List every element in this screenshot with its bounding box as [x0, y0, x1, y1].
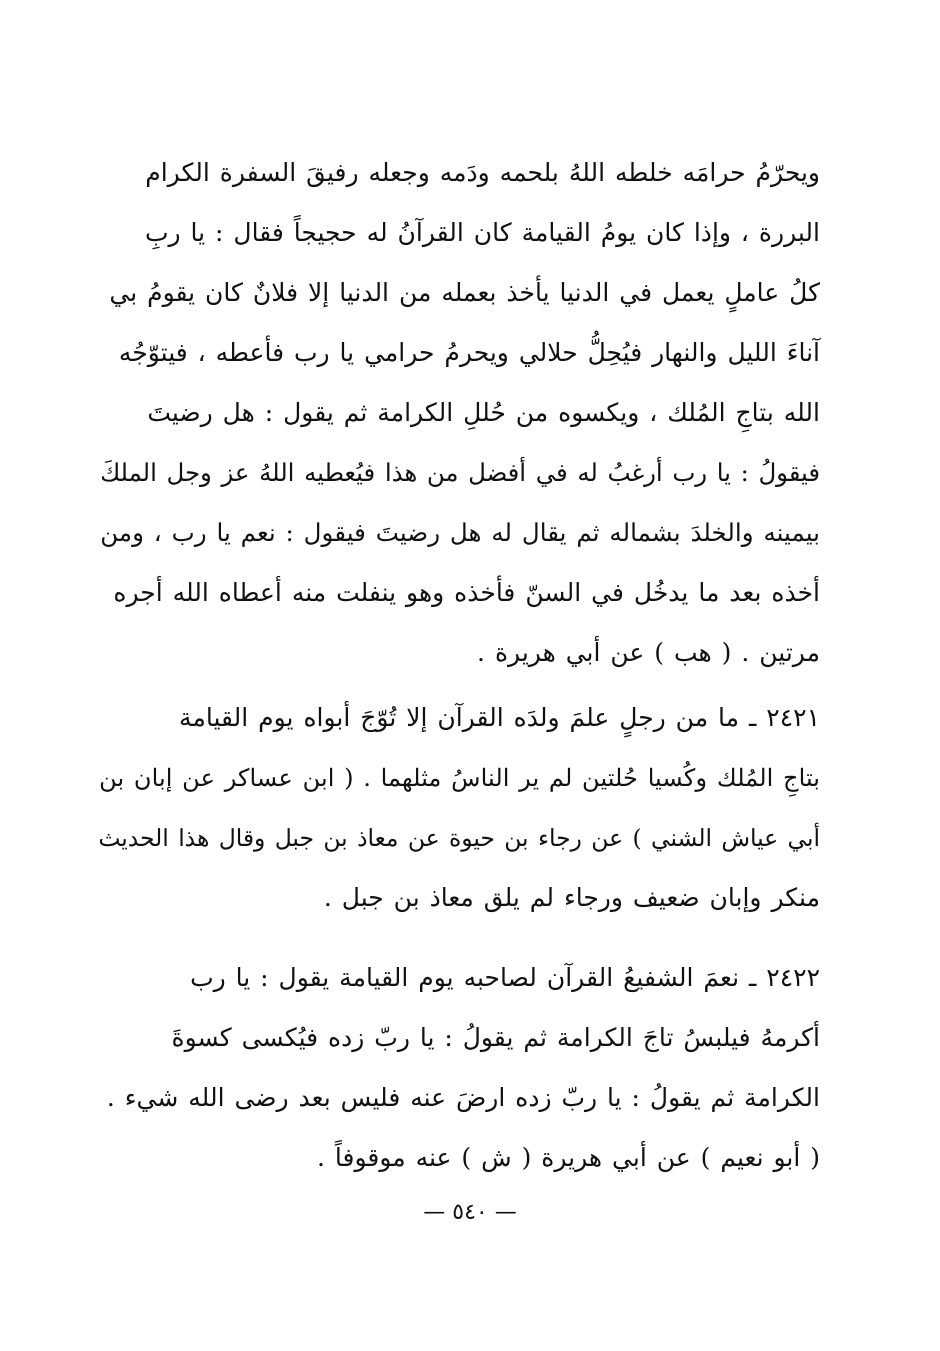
text-line: فيقولُ : يا رب أرغبُ له في أفضل من هذا فيُعطيه اللهُ عز وجل الملكَ — [100, 458, 820, 487]
paragraph-hadith-continuation — [100, 143, 820, 683]
text-line: ( أبو نعيم ) عن أبي هريرة ( ش ) عنه موقوفاً . — [317, 1143, 820, 1172]
text-line: الله بتاجِ المُلك ، ويكسوه من حُللِ الكرامة ثم يقول : هل رضيتَ — [147, 398, 820, 427]
text-line: بتاجِ المُلك وكُسيا حُلتين لم ير الناسُ مثلهما . ( ابن عساكر عن إبان بن — [99, 764, 820, 792]
page-number: — ٥٤٠ — — [423, 1200, 517, 1225]
text-line: أبي عياش الشني ) عن رجاء بن حيوة عن معاذ بن جبل وقال هذا الحديث — [98, 824, 820, 852]
text-line: ٢٤٢١ ـ ما من رجلٍ علمَ ولدَه القرآن إلا تُوّجَ أبواه يوم القيامة — [179, 703, 820, 732]
paragraph-hadith-2421 — [100, 688, 820, 928]
text-line: أكرمهُ فيلبسُ تاجَ الكرامة ثم يقولُ : يا ربّ زده فيُكسى كسوةَ — [171, 1023, 820, 1052]
text-line: الكرامة ثم يقولُ : يا ربّ زده ارضَ عنه فليس بعد رضى الله شيء . — [106, 1083, 820, 1112]
text-line: منكر وإبان ضعيف ورجاء لم يلق معاذ بن جبل . — [323, 883, 820, 912]
text-line: آناءَ الليل والنهار فيُحِلُّ حلالي ويحرمُ حرامي يا رب فأعطه ، فيتوّجُه — [118, 338, 820, 367]
text-line: مرتين . ( هب ) عن أبي هريرة . — [477, 638, 820, 667]
text-line: أخذه بعد ما يدخُل في السنّ فأخذه وهو ينفلت منه أعطاه الله أجره — [113, 578, 820, 607]
text-line: كلُ عاملٍ يعمل في الدنيا يأخذ بعمله من الدنيا إلا فلانٌ كان يقومُ بي — [109, 278, 820, 307]
text-line: ٢٤٢٢ ـ نعمَ الشفيعُ القرآن لصاحبه يوم القيامة يقول : يا رب — [190, 963, 820, 992]
paragraph-hadith-2422 — [100, 948, 820, 1188]
text-line: البررة ، وإذا كان يومُ القيامة كان القرآنُ له حجيجاً فقال : يا ربِ — [144, 218, 820, 247]
text-line: ويحرّمُ حرامَه خلطه اللهُ بلحمه ودَمه وجعله رفيقَ السفرة الكرام — [145, 158, 820, 187]
text-line: بيمينه والخلدَ بشماله ثم يقال له هل رضيتَ فيقول : نعم يا رب ، ومن — [100, 518, 820, 547]
